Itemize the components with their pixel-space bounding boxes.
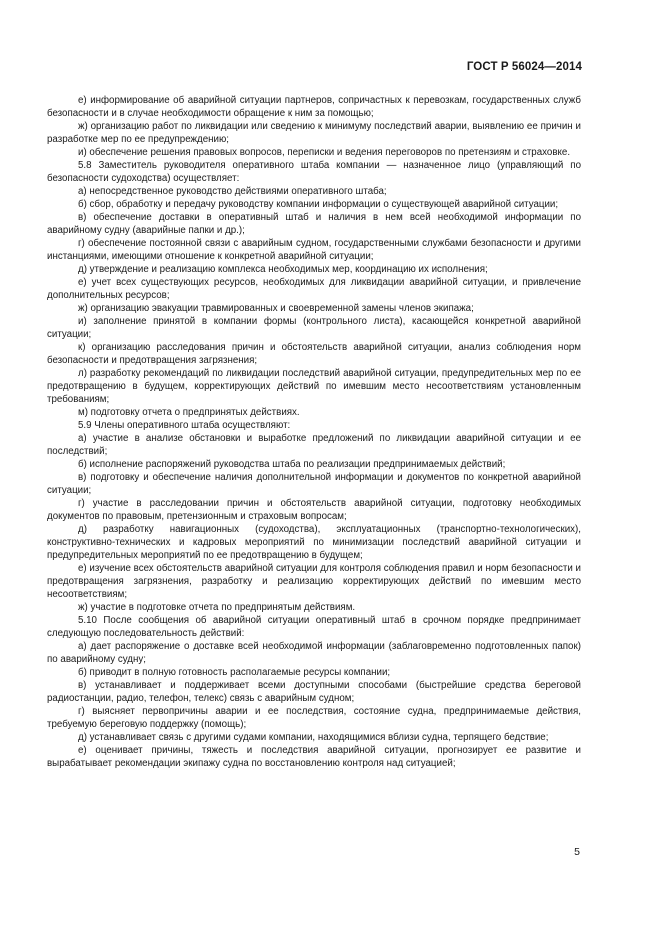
body-paragraph: л) разработку рекомендаций по ликвидации последствий аварийной ситуации, предупредительных мер по ее предотвращению в будущем, корректирующих действий по имевшим место несоответствиям установленным требованиям;	[47, 368, 581, 405]
page-number: 5	[574, 846, 580, 858]
body-paragraph: ж) организацию работ по ликвидации или сведению к минимуму последствий аварии, выявлению ее причин и разработке мер по ее предупреждению;	[47, 121, 581, 145]
body-paragraph: к) организацию расследования причин и обстоятельств аварийной ситуации, анализ соблюдения норм безопасности и предотвращения загрязнения;	[47, 342, 581, 366]
body-paragraph: е) изучение всех обстоятельств аварийной ситуации для контроля соблюдения правил и норм безопасности и предотвращения загрязнения, разработку и реализацию корректирующих действий по имевшим место несоответствиям;	[47, 563, 581, 600]
body-paragraph: д) разработку навигационных (судоходства), эксплуатационных (транспортно-технологических), конструктивно-технических и кадровых мероприятий по минимизации последствий аварийной ситуации и предупредительных мероприятий по ее предотвращению в будущем;	[47, 524, 581, 561]
body-paragraph: и) обеспечение решения правовых вопросов, переписки и ведения переговоров по претензиям и страховке.	[78, 147, 571, 158]
body-paragraph: 5.8 Заместитель руководителя оперативного штаба компании — назначенное лицо (управляющий по безопасности судоходства) осуществляет:	[47, 160, 581, 184]
body-paragraph: г) выясняет первопричины аварии и ее последствия, состояние судна, предпринимаемые действия, требуемую береговую поддержку (помощь);	[47, 706, 581, 730]
body-paragraph: е) информирование об аварийной ситуации партнеров, сопричастных к перевозкам, государственных служб безопасности и в случае необходимости обращение к ним за помощью;	[47, 95, 581, 119]
body-paragraph: д) утверждение и реализацию комплекса необходимых мер, координацию их исполнения;	[78, 264, 488, 275]
body-paragraph: 5.9 Члены оперативного штаба осуществляют:	[78, 420, 291, 431]
body-paragraph: е) учет всех существующих ресурсов, необходимых для ликвидации аварийной ситуации, и привлечение дополнительных ресурсов;	[47, 277, 581, 301]
body-paragraph: ж) участие в подготовке отчета по предпринятым действиям.	[78, 602, 356, 613]
body-paragraph: а) непосредственное руководство действиями оперативного штаба;	[78, 186, 387, 197]
body-paragraph: б) сбор, обработку и передачу руководству компании информации о существующей аварийной ситуации;	[78, 199, 559, 210]
body-paragraph: 5.10 После сообщения об аварийной ситуации оперативный штаб в срочном порядке предпринимает следующую последовательность действий:	[47, 615, 581, 639]
body-paragraph: е) оценивает причины, тяжесть и последствия аварийной ситуации, прогнозирует ее развитие и вырабатывает рекомендации экипажу судна по восстановлению контроля над ситуацией;	[47, 745, 581, 769]
body-paragraph: в) обеспечение доставки в оперативный штаб и наличия в нем всей необходимой информации по аварийному судну (аварийные папки и др.);	[47, 212, 581, 236]
body-paragraph: в) подготовку и обеспечение наличия дополнительной информации и документов по конкретной аварийной ситуации;	[47, 472, 581, 496]
document-body	[47, 94, 581, 770]
body-paragraph: б) приводит в полную готовность располагаемые ресурсы компании;	[78, 667, 391, 678]
body-paragraph: г) обеспечение постоянной связи с аварийным судном, государственными службами безопасности и другими инстанциями, имеющими отношение к конкретной аварийной ситуации;	[47, 238, 581, 262]
body-paragraph: и) заполнение принятой в компании формы (контрольного листа), касающейся конкретной аварийной ситуации;	[47, 316, 581, 340]
document-standard-header: ГОСТ Р 56024—2014	[466, 61, 582, 73]
body-paragraph: д) устанавливает связь с другими судами компании, находящимися вблизи судна, терпящего бедствие;	[78, 732, 549, 743]
body-paragraph: ж) организацию эвакуации травмированных и своевременной замены членов экипажа;	[78, 303, 474, 314]
body-paragraph: б) исполнение распоряжений руководства штаба по реализации предпринимаемых действий;	[78, 459, 506, 470]
body-paragraph: г) участие в расследовании причин и обстоятельств аварийной ситуации, подготовку необходимых документов по правовым, претензионным и страховым вопросам;	[47, 498, 581, 522]
body-paragraph: а) участие в анализе обстановки и выработке предложений по ликвидации аварийной ситуации и ее последствий;	[47, 433, 581, 457]
body-paragraph: в) устанавливает и поддерживает всеми доступными способами (быстрейшие средства береговой радиостанции, радио, телефон, телекс) связь с аварийным судном;	[47, 680, 581, 704]
body-paragraph: м) подготовку отчета о предпринятых действиях.	[78, 407, 300, 418]
body-paragraph: а) дает распоряжение о доставке всей необходимой информации (заблаговременно подготовленных папок) по аварийному судну;	[47, 641, 581, 665]
